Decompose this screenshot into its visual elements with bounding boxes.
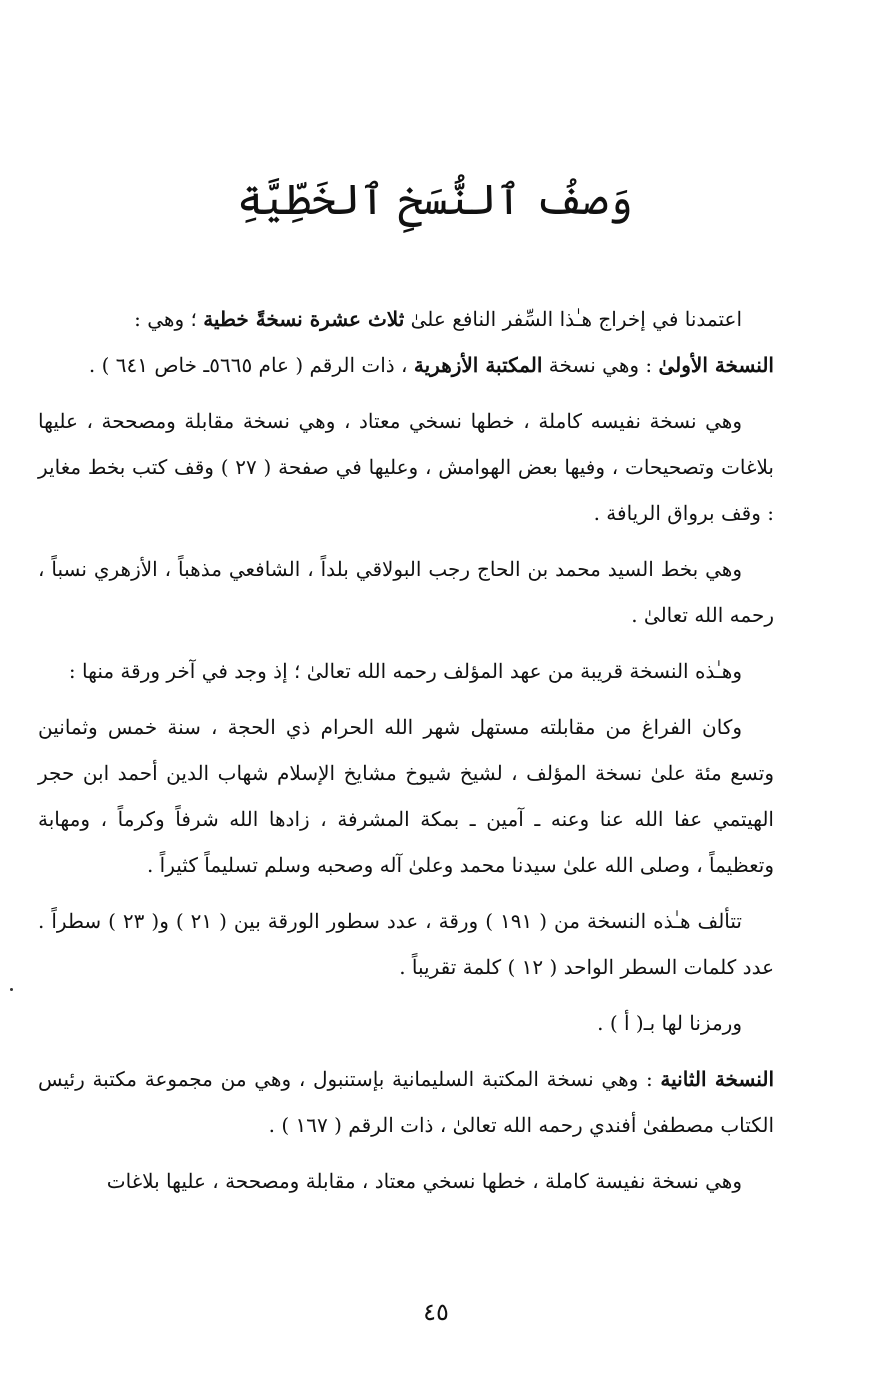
- first-copy-label: النسخة الأولىٰ: [658, 353, 774, 377]
- intro-paragraph: [38, 296, 774, 342]
- intro-text-start: اعتمدنا في إخراج هـٰذا السِّفر النافع علىٰ: [404, 307, 742, 331]
- second-copy-text: : وهي نسخة المكتبة السليمانية بإستنبول ، وهي من مجموعة مكتبة رئيس الكتاب مصطفىٰ أفندي رحمه الله تعالىٰ ، ذات الرقم ( ١٦٧ ) .: [38, 1067, 774, 1137]
- first-copy-text-start: : وهي نسخة: [542, 353, 659, 377]
- second-copy-description: وهي نسخة نفيسة كاملة ، خطها نسخي معتاد ، مقابلة ومصححة ، عليها بلاغات: [106, 1169, 742, 1193]
- first-copy-date-intro: وهـٰذه النسخة قريبة من عهد المؤلف رحمه الله تعالىٰ ؛ إذ وجد في آخر ورقة منها :: [68, 659, 742, 683]
- section-title: وَصفُ ٱلنُّسَخِ ٱلخَطِّيَّةِ: [237, 175, 633, 224]
- intro-text-end: ؛ وهي :: [134, 307, 204, 331]
- scan-speck: [10, 988, 13, 991]
- page-number: ٤٥: [423, 1298, 449, 1326]
- first-copy-dimensions: تتألف هـٰذه النسخة من ( ١٩١ ) ورقة ، عدد سطور الورقة بين ( ٢١ ) و( ٢٣ ) سطراً . عدد كلمات السطر الواحد ( ١٢ ) كلمة تقريباً .: [38, 909, 774, 979]
- first-copy-scribe: وهي بخط السيد محمد بن الحاج رجب البولاقي بلداً ، الشافعي مذهباً ، الأزهري نسباً ، رحمه الله تعالىٰ .: [38, 557, 774, 627]
- first-copy-text-end: ، ذات الرقم ( عام ٥٦٦٥ـ خاص ٦٤١ ) .: [88, 353, 414, 377]
- first-copy-description: وهي نسخة نفيسه كاملة ، خطها نسخي معتاد ، وهي نسخة مقابلة ومصححة ، عليها بلاغات وتصحيحات ، وفيها بعض الهوامش ، وعليها في صفحة ( ٢٧ ) وقف كتب بخط مغاير : وقف برواق الريافة .: [38, 409, 774, 525]
- second-copy-paragraph: [38, 1056, 774, 1148]
- first-copy-colophon: وكان الفراغ من مقابلته مستهل شهر الله الحرام ذي الحجة ، سنة خمس وثمانين وتسع مئة علىٰ نسخة المؤلف ، لشيخ شيوخ مشايخ الإسلام شهاب الدين أحمد ابن حجر الهيتمي عفا الله عنا وعنه ـ آمين ـ بمكة المشرفة ، زادها الله شرفاً وكرماً ، ومهابة وتعظيماً ، وصلى الله علىٰ سيدنا محمد وعلىٰ آله وصحبه وسلم تسليماً كثيراً .: [38, 715, 774, 877]
- body-text: [38, 296, 774, 1204]
- first-copy-library: المكتبة الأزهرية: [413, 353, 543, 377]
- first-copy-paragraph: [38, 342, 774, 388]
- first-copy-symbol: ورمزنا لها بـ( أ ) .: [597, 1011, 742, 1035]
- second-copy-label: النسخة الثانية: [660, 1067, 774, 1091]
- intro-manuscript-count: ثلاث عشرة نسخةً خطية: [203, 307, 405, 331]
